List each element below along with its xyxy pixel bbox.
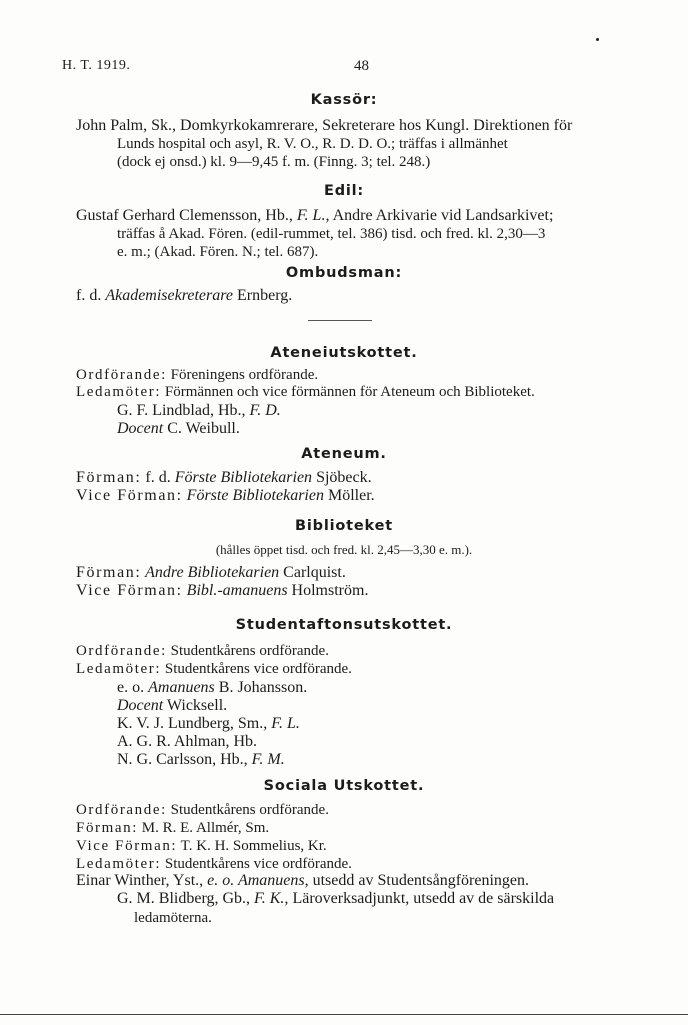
ateneum-forman: Förman: f. d. Förste Bibliotekarien Sjöbeck. [76, 469, 372, 486]
ateneiutskottet-ledamoter: Ledamöter: Förmännen och vice förmännen för Ateneum och Biblioteket. [76, 384, 535, 400]
studentaftons-ordforande: Ordförande: Studentkårens ordförande. [76, 643, 329, 659]
heading-ateneum: Ateneum. [301, 446, 387, 462]
section-divider [308, 320, 372, 321]
sociala-forman: Förman: M. R. E. Allmér, Sm. [76, 820, 270, 836]
ateneiutskottet-member-1: G. F. Lindblad, Hb., F. D. [117, 402, 281, 419]
heading-edil: Edil: [323, 183, 365, 199]
heading-studentaftonsutskottet: Studentaftonsutskottet. [235, 617, 453, 633]
kassor-line-3: (dock ej onsd.) kl. 9—9,45 f. m. (Finng. 3; tel. 248.) [117, 154, 431, 170]
sociala-ordforande: Ordförande: Studentkårens ordförande. [76, 802, 329, 818]
heading-ateneiutskottet: Ateneiutskottet. [270, 345, 418, 361]
heading-kassor: Kassör: [310, 92, 378, 108]
ateneiutskottet-ordforande: Ordförande: Föreningens ordförande. [76, 367, 319, 383]
studentaftons-member-1: e. o. Amanuens B. Johansson. [117, 679, 308, 696]
sociala-member-1: Einar Winther, Yst., e. o. Amanuens, utsedd av Studentsångföreningen. [76, 872, 530, 889]
page-number: 48 [354, 58, 369, 74]
ombudsman-line: f. d. Akademisekreterare Ernberg. [76, 287, 293, 304]
sociala-vice-forman: Vice Förman: T. K. H. Sommelius, Kr. [76, 838, 327, 854]
studentaftons-member-3: K. V. J. Lundberg, Sm., F. L. [117, 715, 300, 732]
ateneum-vice-forman: Vice Förman: Förste Bibliotekarien Möller. [76, 487, 375, 504]
heading-ombudsman: Ombudsman: [285, 265, 403, 281]
speck-mark [596, 38, 599, 41]
biblioteket-hours: (hålles öppet tisd. och fred. kl. 2,45—3,30 e. m.). [215, 542, 473, 557]
sociala-member-2: G. M. Blidberg, Gb., F. K., Läroverksadjunkt, utsedd av de särskilda [117, 890, 555, 907]
ateneiutskottet-member-2: Docent C. Weibull. [117, 420, 240, 437]
biblioteket-forman: Förman: Andre Bibliotekarien Carlquist. [76, 564, 346, 581]
sociala-ledamoter: Ledamöter: Studentkårens vice ordförande. [76, 856, 352, 872]
studentaftons-member-5: N. G. Carlsson, Hb., F. M. [117, 751, 285, 768]
sociala-member-2-cont: ledamöterna. [134, 910, 212, 926]
edil-line-3: e. m.; (Akad. Fören. N.; tel. 687). [117, 244, 319, 260]
running-header: H. T. 1919. [62, 58, 131, 73]
scan-edge-line [0, 1014, 688, 1015]
heading-biblioteket: Biblioteket [295, 518, 393, 534]
edil-line-1: Gustaf Gerhard Clemensson, Hb., F. L., Andre Arkivarie vid Landsarkivet; [76, 207, 554, 224]
kassor-line-1: John Palm, Sk., Domkyrkokamrerare, Sekreterare hos Kungl. Direktionen för [76, 117, 573, 134]
studentaftons-member-4: A. G. R. Ahlman, Hb. [117, 733, 257, 750]
studentaftons-member-2: Docent Wicksell. [117, 697, 228, 714]
heading-sociala-utskottet: Sociala Utskottet. [263, 778, 425, 794]
biblioteket-vice-forman: Vice Förman: Bibl.-amanuens Holmström. [76, 582, 369, 599]
studentaftons-ledamoter: Ledamöter: Studentkårens vice ordförande. [76, 661, 352, 677]
kassor-line-2: Lunds hospital och asyl, R. V. O., R. D. D. O.; träffas i allmänhet [117, 136, 508, 152]
edil-line-2: träffas å Akad. Fören. (edil-rummet, tel. 386) tisd. och fred. kl. 2,30—3 [117, 226, 546, 242]
